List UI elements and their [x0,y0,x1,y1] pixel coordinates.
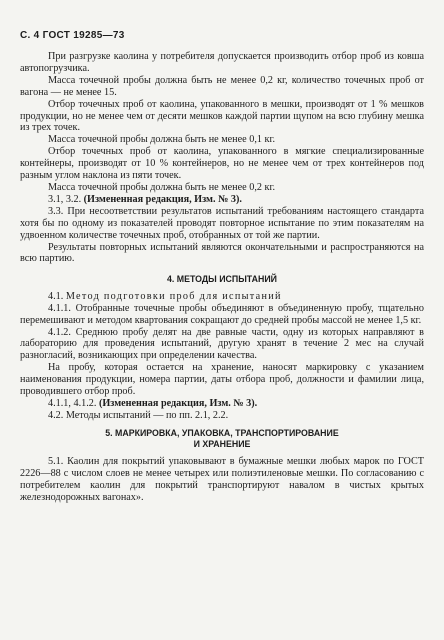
paragraph-wagon-sample-mass: Масса точечной пробы должна быть не менее 0,2 кг, количество точечных проб от вагона — не менее 15. [20,74,424,98]
paragraph-revision-3-1 [20,194,424,206]
page-header: С. 4 ГОСТ 19285—73 [20,30,125,41]
paragraph-sample-marking: На пробу, которая остается на хранение, наносят маркировку с указанием наименования продукции, номера партии, даты отбора проб, должности и фамилии лица, проводившего отбор проб. [20,362,424,398]
revision-note: (Измененная редакция, Изм. № 3). [98,397,258,409]
revision-note: (Измененная редакция, Изм. № 3). [83,193,242,205]
paragraph-bag-sampling: Отбор точечных проб от каолина, упакованного в мешки, производят от 1 % мешков продукции, но не менее чем от десяти мешков каждой партии щупом на всю глубину мешка из трех точек. [20,98,424,134]
paragraph-bag-sample-mass: Масса точечной пробы должна быть не менее 0,1 кг. [48,134,276,146]
paragraph-4-1 [20,291,424,303]
paragraph-4-1-1: 4.1.1. Отобранные точечные пробы объединяют в объединенную пробу, тщательно перемешивают и методом квартования сокращают до средней пробы массой не менее 1,5 кг. [20,302,424,326]
paragraph-container-sampling: Отбор точечных проб от каолина, упакованного в мягкие специализированные контейнеры, производят от 10 % контейнеров, но не менее чем от трех контейнеров под разным углом наклона из пяти точек. [20,146,424,182]
paragraph-4-1-2: 4.1.2. Среднюю пробу делят на две равные части, одну из которых направляют в лабораторию для проведения испытаний, другую хранят в течение 2 мес на случай разногласий, возникающих при определении качества. [20,326,424,362]
paragraph-unloading: При разгрузке каолина у потребителя допускается производить отбор проб из ковша автопогрузчика. [20,51,424,74]
paragraph-container-sample-mass: Масса точечной пробы должна быть не менее 0,2 кг. [48,181,276,193]
clause-number: 3.1, 3.2. [48,193,82,205]
paragraph-repeat-results: Результаты повторных испытаний являются окончательными и распространяются на всю партию. [20,241,424,265]
clause-number: 4.1.1, 4.1.2. [48,397,97,409]
paragraph-5-1: 5.1. Каолин для покрытий упаковывают в бумажные мешки любых марок по ГОСТ 2226—88 с числом слоев не менее четырех или полиэтиленовые мешки. По согласованию с потребителем каолин для покрытий транспортируют навалом в чистых крытых железнодорожных вагонах». [20,455,424,503]
paragraph-4-2: 4.2. Методы испытаний — по пп. 2.1, 2.2. [48,409,229,421]
heading-line-1: 5. МАРКИРОВКА, УПАКОВКА, ТРАНСПОРТИРОВАНИЕ [105,427,339,438]
clause-number: 4.1. [48,290,64,302]
section-heading-marking-packaging [20,428,424,451]
page-content [20,51,424,503]
paragraph-revision-4-1 [20,398,424,410]
section-heading-test-methods: 4. МЕТОДЫ ИСПЫТАНИЙ [167,274,277,285]
heading-line-2: И ХРАНЕНИЕ [193,439,251,450]
paragraph-3-3: 3.3. При несоответствии результатов испытаний требованиям настоящего стандарта хотя бы по одному из показателей проводят повторное испытание по этим показателям на удвоенном количестве точечных проб, отобранных от той же партии. [20,205,424,241]
clause-title: Метод подготовки проб для испытаний [65,290,282,302]
